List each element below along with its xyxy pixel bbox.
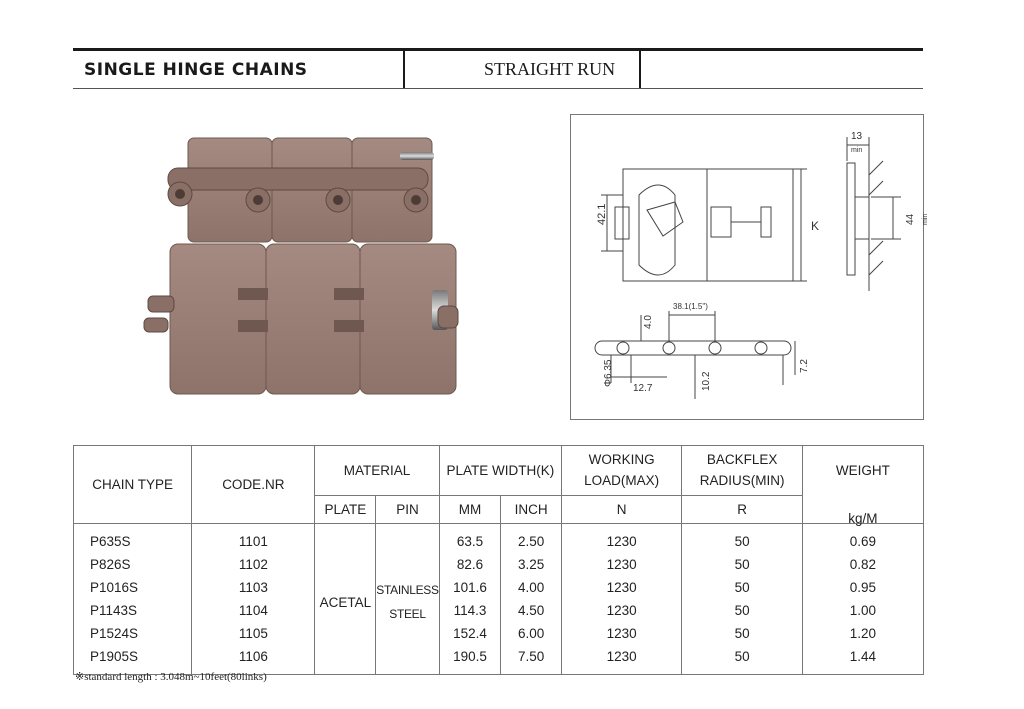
cell-plate-material: ACETAL [315,524,376,675]
dim-42: 42.1 [596,203,608,225]
cell-load: 1230 [561,645,681,675]
header-material: MATERIAL [315,446,439,496]
spec-table [73,445,924,675]
table-row [74,599,924,622]
header-mm: MM [439,495,501,523]
dim-13-unit: min [851,147,863,154]
technical-drawing [570,114,929,420]
cell-code: 1106 [192,645,315,675]
cell-radius: 50 [682,524,803,554]
header-inch: INCH [501,495,562,523]
dim-7: 7.2 [799,359,810,373]
cell-inch: 3.25 [501,553,562,576]
header-r: R [682,495,803,523]
header-working-load: WORKING LOAD(MAX) [561,446,681,496]
cell-code: 1103 [192,576,315,599]
dim-pitch: 38.1(1.5") [673,302,708,311]
dim-dia: Φ6.35 [603,359,614,387]
dim-k: K [811,219,820,233]
cell-weight: 1.20 [802,622,923,645]
cell-radius: 50 [682,622,803,645]
cell-mm: 190.5 [439,645,501,675]
cell-radius: 50 [682,576,803,599]
cell-weight: 0.82 [802,553,923,576]
cell-weight: 1.44 [802,645,923,675]
cell-load: 1230 [561,524,681,554]
table-row [74,622,924,645]
cell-inch: 7.50 [501,645,562,675]
header-pin: PIN [376,495,439,523]
header-backflex: BACKFLEX RADIUS(MIN) [682,446,803,496]
dim-13: 13 [851,131,863,142]
cell-radius: 50 [682,553,803,576]
cell-load: 1230 [561,599,681,622]
cell-code: 1102 [192,553,315,576]
dim-10: 10.2 [701,371,712,391]
header-plate: PLATE [315,495,376,523]
cell-chain-type: P1524S [74,622,192,645]
cell-load: 1230 [561,553,681,576]
cell-weight: 0.95 [802,576,923,599]
page-subtitle: STRAIGHT RUN [484,59,616,79]
dim-12: 12.7 [633,383,653,394]
dim-4: 4.0 [643,315,654,329]
cell-chain-type: P1905S [74,645,192,675]
header-weight: WEIGHT kg/M [802,446,923,524]
header-chain-type: CHAIN TYPE [74,446,192,524]
cell-code: 1101 [192,524,315,554]
dim-44-unit: min [922,213,929,225]
cell-code: 1105 [192,622,315,645]
cell-chain-type: P1143S [74,599,192,622]
header-plate-width: PLATE WIDTH(K) [439,446,561,496]
cell-inch: 4.00 [501,576,562,599]
header-divider [639,51,641,88]
cell-chain-type: P635S [74,524,192,554]
table-row [74,576,924,599]
page-title: SINGLE HINGE CHAINS [84,60,308,80]
cell-load: 1230 [561,622,681,645]
chain-product-photo [138,120,478,410]
table-row [74,524,924,554]
header-bottom-rule [73,88,923,89]
cell-load: 1230 [561,576,681,599]
cell-chain-type: P826S [74,553,192,576]
header-n: N [561,495,681,523]
cell-mm: 152.4 [439,622,501,645]
header-divider [403,51,405,88]
table-row [74,553,924,576]
cell-mm: 63.5 [439,524,501,554]
cell-radius: 50 [682,645,803,675]
footnote: ※standard length : 3.048m~10feet(80links) [75,671,267,683]
cell-pin-material: STAINLESS STEEL [376,524,439,675]
cell-radius: 50 [682,599,803,622]
header-top-rule [73,48,923,51]
cell-chain-type: P1016S [74,576,192,599]
cell-weight: 0.69 [802,524,923,554]
cell-mm: 101.6 [439,576,501,599]
cell-inch: 4.50 [501,599,562,622]
cell-code: 1104 [192,599,315,622]
cell-mm: 114.3 [439,599,501,622]
header-code: CODE.NR [192,446,315,524]
dim-44: 44 [905,213,916,225]
cell-weight: 1.00 [802,599,923,622]
cell-inch: 6.00 [501,622,562,645]
cell-inch: 2.50 [501,524,562,554]
cell-mm: 82.6 [439,553,501,576]
